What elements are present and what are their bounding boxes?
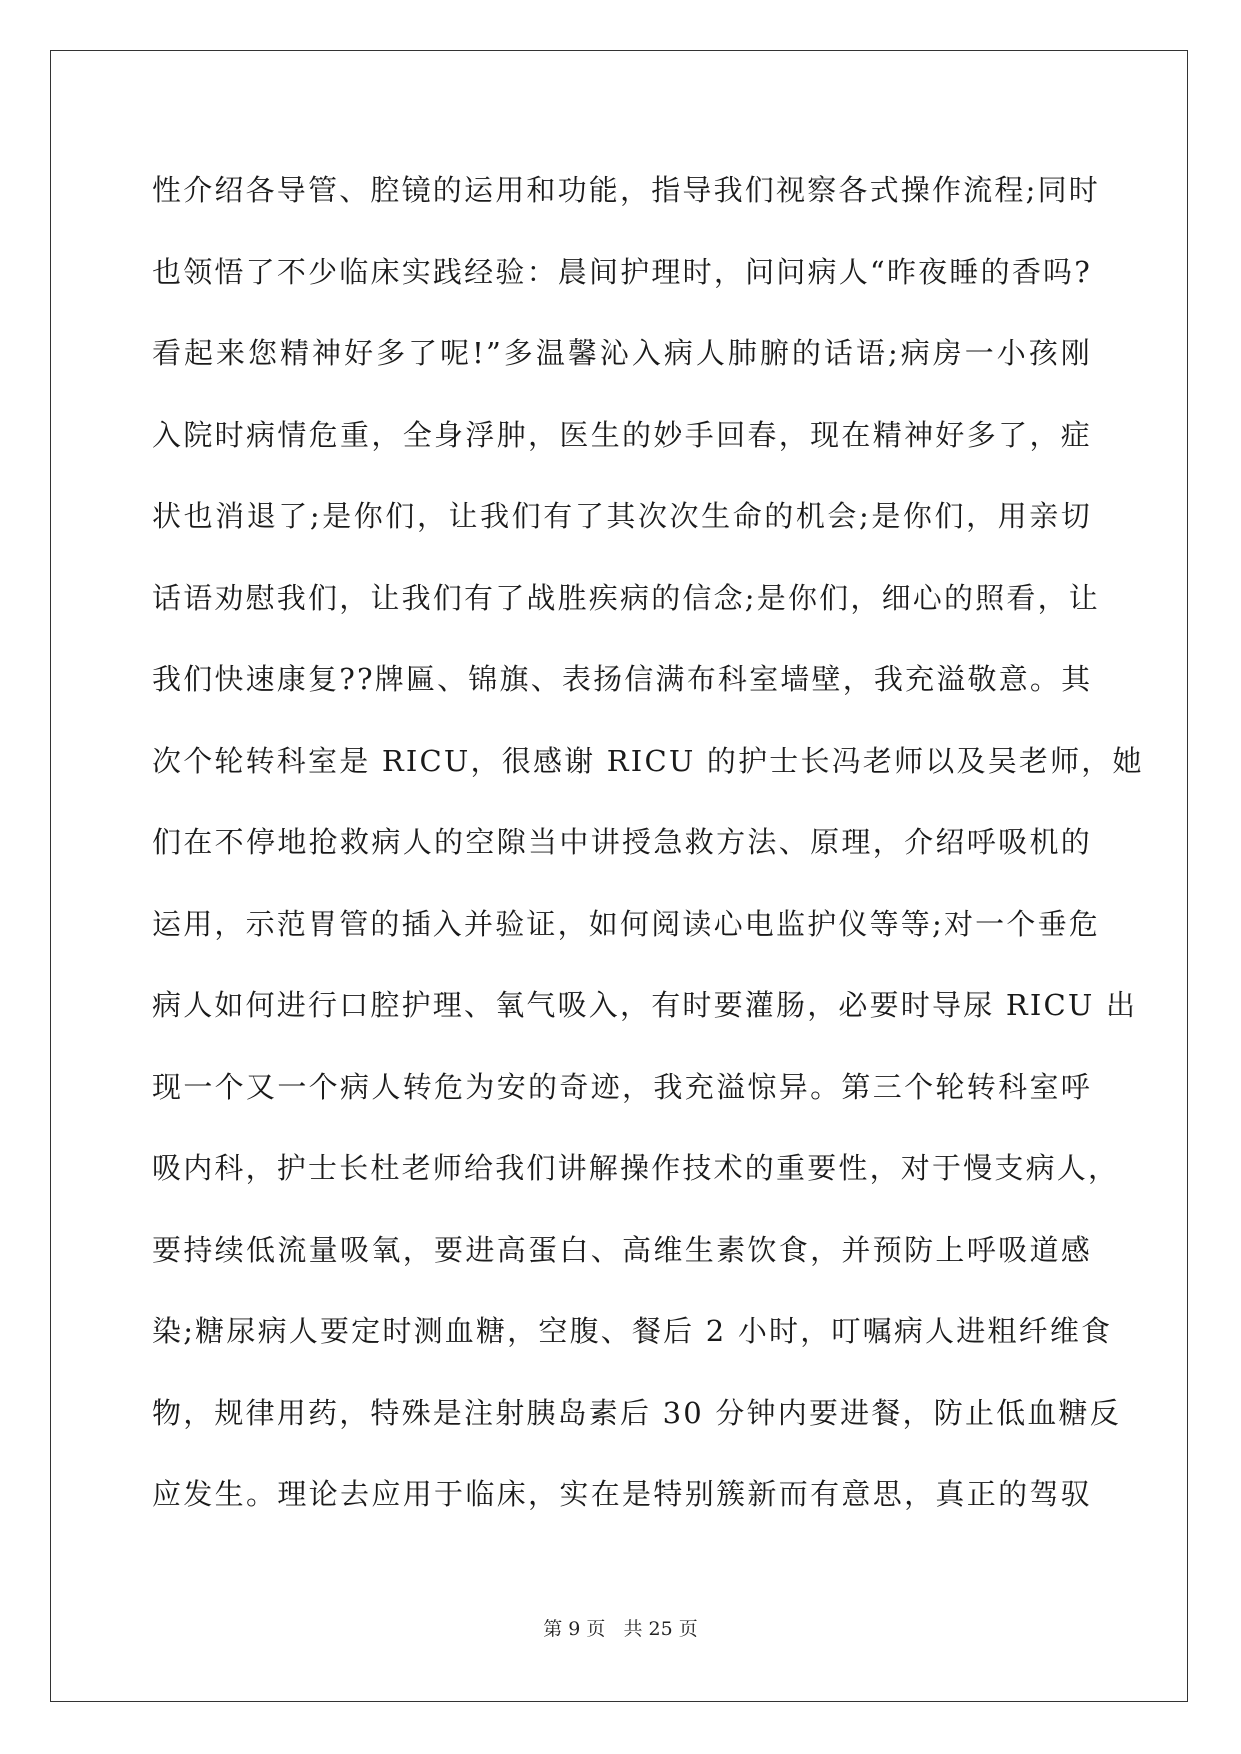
text-line: 状也消退了;是你们，让我们有了其次次生命的机会;是你们，用亲切: [152, 499, 1092, 533]
text-line: 入院时病情危重，全身浮肿，医生的妙手回春，现在精神好多了，症: [152, 417, 1092, 452]
text-line: 要持续低流量吸氧，要进高蛋白、高维生素饮食，并预防上呼吸道感: [152, 1232, 1092, 1267]
page-number-total: 共 25 页: [623, 1618, 698, 1640]
text-line: 应发生。理论去应用于临床，实在是特别簇新而有意思，真正的驾驭: [152, 1477, 1092, 1511]
text-line: 运用，示范胃管的插入并验证，如何阅读心电监护仪等等;对一个垂危: [152, 906, 1100, 941]
text-line: 物，规律用药，特殊是注射胰岛素后 30 分钟内要进餐，防止低血糖反: [152, 1395, 1121, 1430]
text-line: 吸内科，护士长杜老师给我们讲解操作技术的重要性，对于慢支病人，: [152, 1151, 1120, 1185]
text-line: 现一个又一个病人转危为安的奇迹，我充溢惊异。第三个轮转科室呼: [152, 1069, 1092, 1104]
text-line: 次个轮转科室是 RICU，很感谢 RICU 的护士长冯老师以及吴老师，她: [152, 743, 1144, 778]
text-line: 我们快速康复??牌匾、锦旗、表扬信满布科室墙壁，我充溢敬意。其: [152, 662, 1093, 696]
text-line: 病人如何进行口腔护理、氧气吸入，有时要灌肠，必要时导尿 RICU 出: [152, 988, 1138, 1022]
document-body: [152, 162, 1144, 1548]
page-footer: [0, 1614, 1241, 1641]
text-line: 们在不停地抢救病人的空隙当中讲授急救方法、原理，介绍呼吸机的: [152, 825, 1092, 859]
text-line: 染;糖尿病人要定时测血糖，空腹、餐后 2 小时，叮嘱病人进粗纤维食: [152, 1314, 1113, 1348]
text-line: 性介绍各导管、腔镜的运用和功能，指导我们视察各式操作流程;同时: [152, 173, 1100, 207]
text-line: 话语劝慰我们，让我们有了战胜疾病的信念;是你们，细心的照看，让: [152, 580, 1100, 615]
text-line: 看起来您精神好多了呢!”多温馨沁入病人肺腑的话语;病房一小孩刚: [152, 336, 1092, 370]
text-line: 也领悟了不少临床实践经验：晨间护理时，问问病人“昨夜睡的香吗?: [152, 254, 1092, 289]
page-number-current: 第 9 页: [543, 1618, 606, 1640]
